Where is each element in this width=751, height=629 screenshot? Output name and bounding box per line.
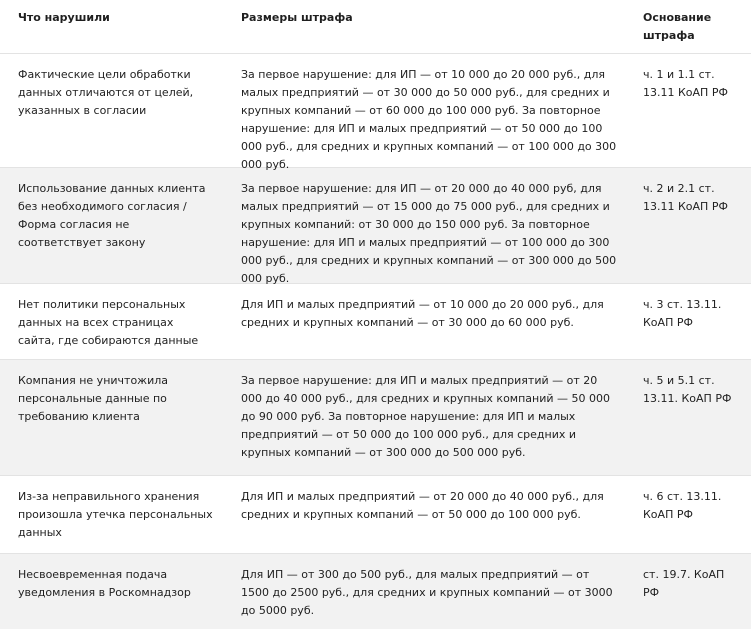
fine-cell: Для ИП и малых предприятий — от 10 000 до 20 000 руб., для средних и крупных компаний — от 30 000 до 60 000 руб. [241, 298, 604, 329]
violation-cell: Нет политики персональных данных на всех страницах сайта, где собираются данные [18, 298, 199, 347]
table-row [0, 54, 751, 171]
fine-cell: За первое нарушение: для ИП — от 20 000 до 40 000 руб, для малых предприятий — от 15 000 до 75 000 руб., для средних и крупных компаний: от 30 000 до 150 000 руб. За повторное нарушение: для ИП и малых предприятий — от 100 000 до 300 000 руб., для средних и крупных компаний — от 300 000 до 500 000 руб. [241, 182, 617, 285]
table-row [0, 168, 751, 284]
violation-cell: Использование данных клиента без необходимого согласия / Форма согласия не соответствует закону [18, 182, 206, 249]
violation-cell: Несвоевременная подача уведомления в Роскомнадзор [18, 568, 191, 599]
violation-cell: Из-за неправильного хранения произошла утечка персональных данных [18, 490, 213, 539]
violation-cell: Фактические цели обработки данных отличаются от целей, указанных в согласии [18, 68, 194, 117]
fine-cell: Для ИП — от 300 до 500 руб., для малых предприятий — от 1500 до 2500 руб., для средних и крупных компаний — от 3000 до 5000 руб. [241, 568, 613, 617]
fine-cell: За первое нарушение: для ИП — от 10 000 до 20 000 руб., для малых предприятий — от 30 000 до 50 000 руб., для средних и крупных компаний — от 60 000 до 100 000 руб. За повторное нарушение: для ИП и малых предприятий — от 50 000 до 100 000 руб., для средних и крупных компаний — от 100 000 до 300 000 руб. [241, 68, 617, 171]
table-header [0, 0, 751, 54]
basis-cell: ст. 19.7. КоАП РФ [643, 568, 725, 599]
header-fine: Размеры штрафа [241, 11, 353, 24]
basis-cell: ч. 1 и 1.1 ст. 13.11 КоАП РФ [643, 68, 728, 99]
table-row [0, 476, 751, 554]
header-basis: Основание штрафа [643, 11, 712, 42]
fine-cell: Для ИП и малых предприятий — от 20 000 до 40 000 руб., для средних и крупных компаний — от 50 000 до 100 000 руб. [241, 490, 604, 521]
table-row [0, 284, 751, 360]
basis-cell: ч. 2 и 2.1 ст. 13.11 КоАП РФ [643, 182, 728, 213]
table-row [0, 360, 751, 476]
table-row [0, 554, 751, 629]
header-violation: Что нарушили [18, 11, 110, 24]
violation-cell: Компания не уничтожила персональные данные по требованию клиента [18, 374, 168, 423]
fine-cell: За первое нарушение: для ИП и малых предприятий — от 20 000 до 40 000 руб., для средних и крупных компаний — 50 000 до 90 000 руб. За повторное нарушение: для ИП и малых предприятий — от 50 000 до 100 000 руб., для средних и крупных компаний — от 300 000 до 500 000 руб. [241, 374, 611, 459]
basis-cell: ч. 5 и 5.1 ст. 13.11. КоАП РФ [643, 374, 732, 405]
basis-cell: ч. 3 ст. 13.11. КоАП РФ [643, 298, 722, 329]
basis-cell: ч. 6 ст. 13.11. КоАП РФ [643, 490, 722, 521]
